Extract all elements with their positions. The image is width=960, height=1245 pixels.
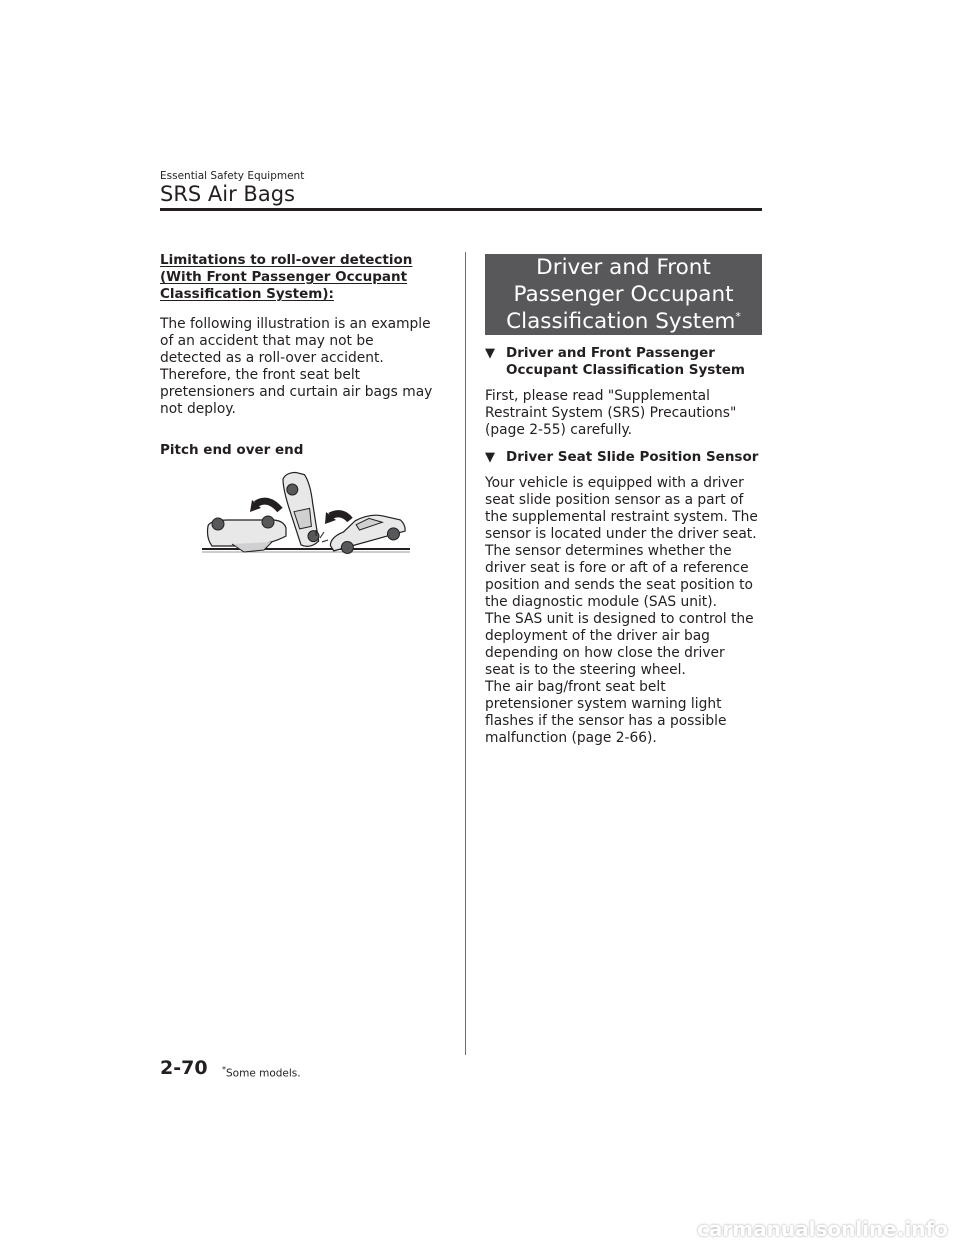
body-line: sensor is located under the driver seat. — [485, 526, 757, 542]
triangle-bullet-icon: ▼ — [485, 346, 495, 361]
footnote-marker: * — [222, 1065, 226, 1074]
body-line: the diagnostic module (SAS unit). — [485, 594, 717, 610]
section-banner — [485, 254, 762, 335]
some-models-marker: * — [735, 309, 741, 323]
body-line: driver seat is fore or aft of a reference — [485, 560, 749, 576]
wheel — [262, 516, 274, 528]
heading-line: Driver and Front Passenger — [506, 345, 715, 361]
body-line: The SAS unit is designed to control the — [485, 611, 754, 627]
column-divider — [465, 252, 466, 1055]
body-line: detected as a roll-over accident. — [160, 350, 384, 366]
subhead-line: Limitations to roll-over detection — [160, 252, 413, 268]
body-line: malfunction (page 2-66). — [485, 730, 657, 746]
watermark-logo: carmanualsonline.info — [697, 1217, 948, 1241]
rollover-limitations-body — [160, 316, 446, 418]
body-line: position and sends the seat position to — [485, 577, 753, 593]
motion-arrow — [256, 501, 280, 510]
body-line: seat is to the steering wheel. — [485, 662, 686, 678]
triangle-bullet-icon: ▼ — [485, 450, 495, 465]
illustration-caption: Pitch end over end — [160, 442, 304, 458]
body-line: not deploy. — [160, 401, 236, 417]
left-column — [160, 252, 446, 458]
wheel — [212, 518, 224, 530]
subhead-line: Classification System): — [160, 286, 334, 302]
header-rule — [160, 208, 762, 211]
rollover-limitations-subhead — [160, 252, 446, 303]
page-number: 2-70 — [160, 1057, 208, 1079]
footnote-text: Some models. — [226, 1067, 301, 1080]
body-line: The air bag/front seat belt — [485, 679, 666, 695]
body-line: The sensor determines whether the — [485, 543, 732, 559]
seat-slide-sensor-body — [485, 475, 762, 747]
body-line: Restraint System (SRS) Precautions" — [485, 405, 737, 421]
body-line: flashes if the sensor has a possible — [485, 713, 727, 729]
occupant-classification-heading — [485, 345, 762, 379]
body-line: depending on how close the driver — [485, 645, 725, 661]
body-line: deployment of the driver air bag — [485, 628, 710, 644]
pitch-end-over-end-illustration — [198, 466, 416, 558]
chapter-title: SRS Air Bags — [160, 182, 295, 206]
banner-line-last — [485, 308, 762, 335]
occupant-classification-body — [485, 388, 762, 439]
body-line: First, please read "Supplemental — [485, 388, 710, 404]
body-line: seat slide position sensor as a part of — [485, 492, 744, 508]
right-column — [485, 254, 762, 747]
banner-line: Passenger Occupant — [513, 282, 734, 307]
body-line: (page 2-55) carefully. — [485, 422, 633, 438]
subhead-line: (With Front Passenger Occupant — [160, 269, 408, 285]
body-line: Therefore, the front seat belt — [160, 367, 361, 383]
vertical-car — [281, 470, 322, 549]
banner-line: Driver and Front — [536, 255, 711, 280]
footnote — [222, 1065, 301, 1080]
banner-title-text: Classification System — [506, 309, 736, 334]
body-line: Your vehicle is equipped with a driver — [485, 475, 744, 491]
body-line: the supplemental restraint system. The — [485, 509, 758, 525]
body-line: pretensioner system warning light — [485, 696, 722, 712]
body-line: of an accident that may not be — [160, 333, 374, 349]
seat-slide-sensor-heading — [485, 449, 762, 466]
header-section-label: Essential Safety Equipment — [160, 170, 305, 182]
body-line: The following illustration is an example — [160, 316, 431, 332]
heading-line: Occupant Classification System — [506, 362, 745, 378]
heading-text: Driver Seat Slide Position Sensor — [506, 449, 759, 465]
body-line: pretensioners and curtain air bags may — [160, 384, 433, 400]
upside-down-car — [208, 516, 287, 552]
